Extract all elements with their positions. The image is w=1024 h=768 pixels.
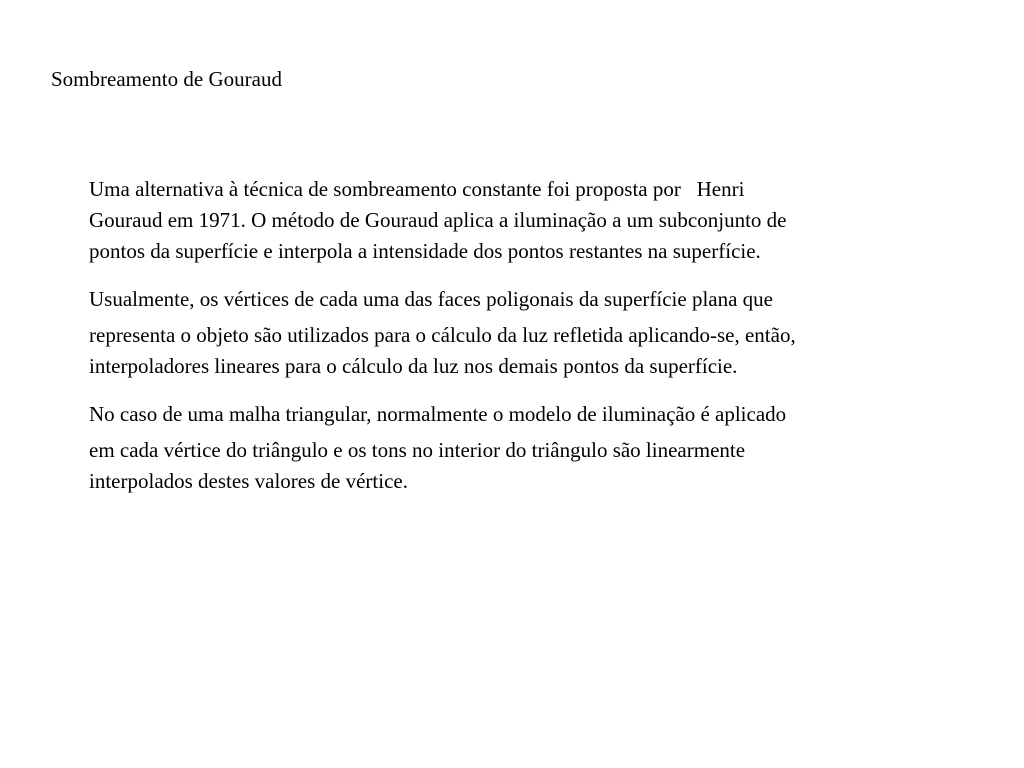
paragraph-line: interpolados destes valores de vértice. [89,469,408,493]
paragraph-vertices [89,284,969,382]
paragraph-triangular-mesh [89,399,969,497]
paragraph-line: representa o objeto são utilizados para o cálculo da luz refletida aplicando-se, então, [89,323,796,347]
paragraph-line: Uma alternativa à técnica de sombreamento constante foi proposta por Henri [89,177,745,201]
slide-body [89,174,969,497]
paragraph-line: pontos da superfície e interpola a intensidade dos pontos restantes na superfície. [89,239,761,263]
paragraph-line: interpoladores lineares para o cálculo da luz nos demais pontos da superfície. [89,354,738,378]
paragraph-line: Gouraud em 1971. O método de Gouraud aplica a iluminação a um subconjunto de [89,208,787,232]
paragraph-line: No caso de uma malha triangular, normalmente o modelo de iluminação é aplicado [89,402,787,426]
paragraph-line: Usualmente, os vértices de cada uma das faces poligonais da superfície plana que [89,287,773,311]
paragraph-line: em cada vértice do triângulo e os tons no interior do triângulo são linearmente [89,438,746,462]
slide-title: Sombreamento de Gouraud [51,67,282,91]
paragraph-intro [89,174,969,267]
